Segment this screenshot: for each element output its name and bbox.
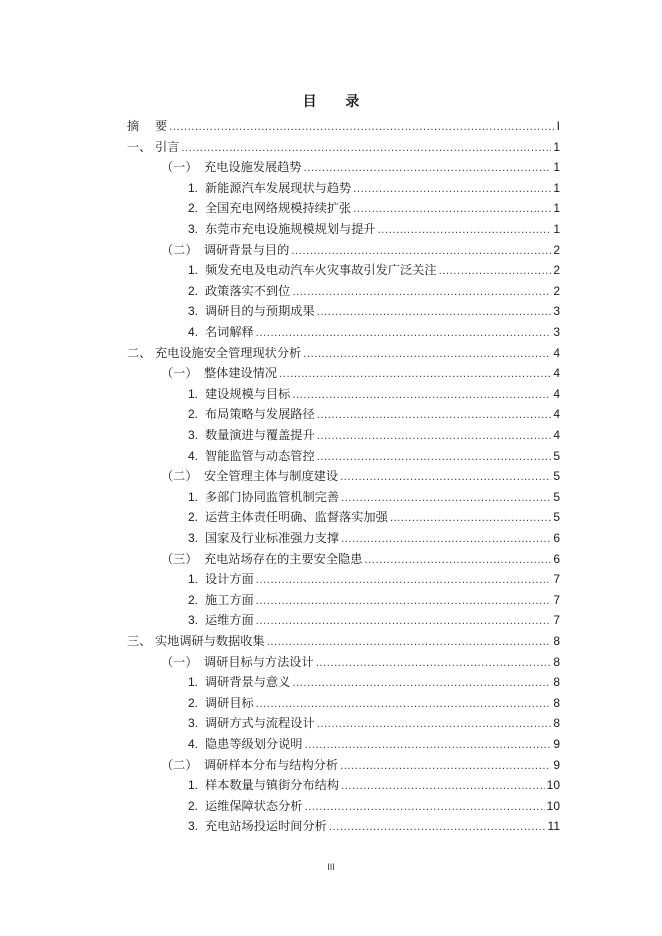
toc-entry[interactable] (127, 116, 560, 136)
toc-entry-page: 8 (553, 654, 560, 669)
toc-entry-page: 8 (553, 695, 560, 710)
dot-leader (340, 468, 551, 488)
toc-entry-label: 调研背景与目的 (204, 242, 290, 257)
toc-entry-label: 充电设施发展趋势 (204, 160, 302, 175)
toc-entry[interactable] (188, 775, 560, 795)
toc-entry-number: 3. (188, 304, 199, 319)
toc-entry-number: 4. (188, 325, 199, 339)
toc-entry-page: 4 (553, 407, 560, 422)
toc-entry-page: 5 (553, 510, 560, 525)
toc-entry-number: 2. (188, 695, 199, 710)
toc-entry-page: 5 (553, 469, 560, 484)
toc-entry-page: 6 (553, 531, 560, 545)
toc-entry-number: 3. (188, 428, 199, 442)
toc-entry-page: 8 (553, 675, 560, 690)
toc-entry-page: 7 (553, 592, 560, 607)
toc-entry-page: 1 (553, 139, 560, 154)
toc-entry[interactable] (188, 507, 560, 527)
toc-entry-number: 1. (188, 778, 199, 793)
dot-leader (305, 736, 552, 756)
toc-entry-page: 9 (553, 737, 560, 751)
toc-entry-number: 1. (188, 572, 199, 587)
toc-entry[interactable] (188, 219, 560, 239)
toc-entry-page: 7 (553, 613, 560, 628)
toc-entry[interactable] (188, 734, 560, 754)
toc-entry-number: 2. (188, 798, 199, 813)
toc-entry-page: 2 (553, 283, 560, 298)
dot-leader (317, 406, 552, 426)
dot-leader (317, 715, 552, 735)
dot-leader (341, 489, 551, 509)
toc-entry-number: （一） (161, 654, 198, 669)
toc-entry-page: 9 (553, 757, 560, 772)
toc-entry-page: 1 (553, 222, 560, 236)
dot-leader (256, 592, 552, 612)
toc-entry-number: （二） (161, 242, 198, 257)
toc-entry-label: 调研样本分布与结构分析 (204, 757, 339, 772)
toc-entry-number: （二） (161, 757, 198, 772)
toc-entry-page: 1 (553, 201, 560, 216)
toc-entry-label: 政策落实不到位 (205, 283, 291, 298)
toc-entry[interactable] (188, 590, 560, 610)
toc-entry-label: 运营主体责任明确、监督落实加强 (205, 510, 388, 525)
toc-entry-label: 名词解释 (205, 325, 254, 339)
dot-leader (303, 345, 551, 365)
toc-entry-page: 5 (553, 489, 560, 504)
toc-entry-label: 数量演进与覆盖提升 (205, 428, 315, 442)
toc-entry-number: 1. (188, 675, 199, 690)
toc-entry[interactable] (127, 631, 560, 651)
dot-leader (291, 242, 551, 262)
toc-entry[interactable] (161, 240, 560, 260)
toc-entry[interactable] (188, 693, 560, 713)
dot-leader (304, 159, 552, 179)
toc-entry-page: 7 (553, 572, 560, 587)
toc-entry[interactable] (188, 198, 560, 218)
toc-entry-label: 新能源汽车发展现状与趋势 (205, 180, 352, 195)
toc-entry-label: 全国充电网络规模持续扩张 (205, 201, 352, 216)
toc-entry-label: 布局策略与发展路径 (205, 407, 315, 422)
dot-leader (181, 139, 551, 159)
toc-entry-number: 1. (188, 386, 199, 401)
toc-entry-label: 频发充电及电动汽车火灾事故引发广泛关注 (205, 263, 437, 278)
toc-entry-label: 实地调研与数据收集 (155, 634, 265, 648)
toc-entry-label: 充电站场投运时间分析 (205, 819, 327, 834)
toc-entry[interactable] (188, 446, 560, 466)
dot-leader (256, 612, 552, 632)
toc-entry-label: 整体建设情况 (204, 366, 278, 381)
toc-entry[interactable] (188, 569, 560, 589)
toc-entry-label: 东莞市充电设施规模规划与提升 (205, 222, 376, 236)
toc-entry[interactable] (127, 137, 560, 157)
toc-entry[interactable] (188, 816, 560, 836)
dot-leader (256, 324, 552, 344)
toc-entry-number: 3. (188, 716, 199, 731)
toc-entry-page: 5 (553, 448, 560, 463)
toc-entry-number: 2. (188, 283, 199, 298)
toc-entry-number: 2. (188, 201, 199, 216)
toc-entry-number: 4. (188, 737, 199, 751)
dot-leader (378, 221, 552, 241)
toc-entry-label: 充电设施安全管理现状分析 (155, 345, 302, 360)
toc-entry[interactable] (161, 652, 560, 672)
toc-entry-page: 4 (553, 345, 560, 360)
toc-entry-page: I (556, 119, 560, 133)
toc-entry-label: 隐患等级划分说明 (205, 737, 303, 751)
toc-entry[interactable] (188, 528, 560, 548)
toc-entry-number: 3. (188, 613, 199, 628)
dot-leader (329, 818, 546, 838)
toc-entry[interactable] (188, 178, 560, 198)
dot-leader (317, 303, 552, 323)
toc-entry[interactable] (188, 260, 560, 280)
dot-leader (169, 118, 554, 138)
page-number: III (327, 862, 335, 872)
dot-leader (256, 695, 552, 715)
toc-entry-number: 4. (188, 448, 199, 463)
dot-leader (305, 798, 545, 818)
dot-leader (256, 571, 552, 591)
toc-entry-page: 4 (553, 386, 560, 401)
toc-entry-label: 施工方面 (205, 592, 254, 607)
toc-entry-page: 4 (553, 428, 560, 442)
toc-entry-page: 11 (547, 819, 560, 834)
toc-entry[interactable] (161, 466, 560, 486)
toc-entry-label: 国家及行业标准强力支撑 (205, 531, 340, 545)
toc-entry-page: 8 (553, 716, 560, 731)
dot-leader (341, 777, 545, 797)
dot-leader (292, 283, 551, 303)
toc-entry-number: （一） (161, 366, 198, 381)
toc-entry[interactable] (188, 672, 560, 692)
toc-entry-page: 3 (553, 325, 560, 339)
toc-entry-label: 引言 (155, 139, 180, 154)
toc-entry-label: 智能监管与动态管控 (205, 448, 315, 463)
toc-entry-label: 调研目标 (205, 695, 254, 710)
toc-entry-number: 1. (188, 180, 199, 195)
toc-entry-number: 2. (188, 510, 199, 525)
toc-entry[interactable] (188, 322, 560, 342)
toc-entry-number: （二） (161, 469, 198, 484)
toc-entry[interactable] (188, 796, 560, 816)
toc-entry[interactable] (188, 301, 560, 321)
toc-entry-page: 10 (546, 778, 560, 793)
dot-leader (317, 448, 552, 468)
toc-entry[interactable] (161, 157, 560, 177)
toc-entry-number: 摘 (127, 119, 140, 133)
dot-leader (279, 365, 551, 385)
toc-entry-number: 2. (188, 407, 199, 422)
toc-entry-page: 1 (553, 160, 560, 175)
dot-leader (353, 200, 551, 220)
toc-entry-label: 调研目标与方法设计 (204, 654, 314, 669)
toc-title: 目 录 (302, 94, 372, 110)
toc-entry-number: （三） (161, 551, 198, 566)
toc-entry[interactable] (188, 404, 560, 424)
dot-leader (316, 654, 552, 674)
dot-leader (364, 551, 551, 571)
toc-entry-label: 要 (155, 119, 168, 133)
toc-entry-label: 多部门协同监管机制完善 (205, 489, 340, 504)
toc-entry-label: 安全管理主体与制度建设 (204, 469, 339, 484)
toc-entry-label: 充电站场存在的主要安全隐患 (204, 551, 363, 566)
toc-entry-page: 2 (553, 263, 560, 278)
toc-entry-page: 6 (553, 551, 560, 566)
toc-entry-number: 3. (188, 222, 199, 236)
toc-entry-label: 运维保障状态分析 (205, 798, 303, 813)
toc-entry[interactable] (127, 343, 560, 363)
toc-entry[interactable] (188, 713, 560, 733)
toc-entry[interactable] (161, 363, 560, 383)
toc-entry-number: 三、 (127, 634, 152, 648)
toc-entry-number: （一） (161, 160, 198, 175)
toc-entry-label: 设计方面 (205, 572, 254, 587)
toc-entry[interactable] (161, 549, 560, 569)
toc-entry[interactable] (188, 610, 560, 630)
toc-entry-number: 3. (188, 531, 199, 545)
toc-entry-label: 调研方式与流程设计 (205, 716, 315, 731)
dot-leader (341, 530, 551, 550)
dot-leader (340, 757, 551, 777)
toc-entry-number: 2. (188, 592, 199, 607)
dot-leader (292, 674, 551, 694)
toc-entry[interactable] (188, 425, 560, 445)
toc-entry-label: 建设规模与目标 (205, 386, 291, 401)
dot-leader (267, 633, 552, 653)
toc-entry-number: 3. (188, 819, 199, 834)
toc-entry-label: 调研目的与预期成果 (205, 304, 315, 319)
toc-entry-number: 1. (188, 263, 199, 278)
toc-entry-label: 样本数量与镇街分布结构 (205, 778, 340, 793)
toc-entry-label: 运维方面 (205, 613, 254, 628)
toc-entry-page: 10 (546, 798, 560, 813)
dot-leader (439, 262, 552, 282)
toc-entry-number: 二、 (127, 345, 152, 360)
toc-entry[interactable] (161, 755, 560, 775)
dot-leader (353, 180, 551, 200)
toc-entry[interactable] (188, 281, 560, 301)
toc-entry-page: 3 (553, 304, 560, 319)
toc-entry-page: 8 (553, 634, 560, 648)
dot-leader (390, 509, 552, 529)
toc-entry-page: 4 (553, 366, 560, 381)
dot-leader (317, 427, 552, 447)
toc-entry-label: 调研背景与意义 (205, 675, 291, 690)
toc-entry[interactable] (188, 487, 560, 507)
toc-entry-number: 一、 (127, 139, 152, 154)
toc-entry-page: 1 (553, 180, 560, 195)
toc-entry-number: 1. (188, 489, 199, 504)
dot-leader (292, 386, 551, 406)
toc-entry-page: 2 (553, 242, 560, 257)
toc-entry[interactable] (188, 384, 560, 404)
